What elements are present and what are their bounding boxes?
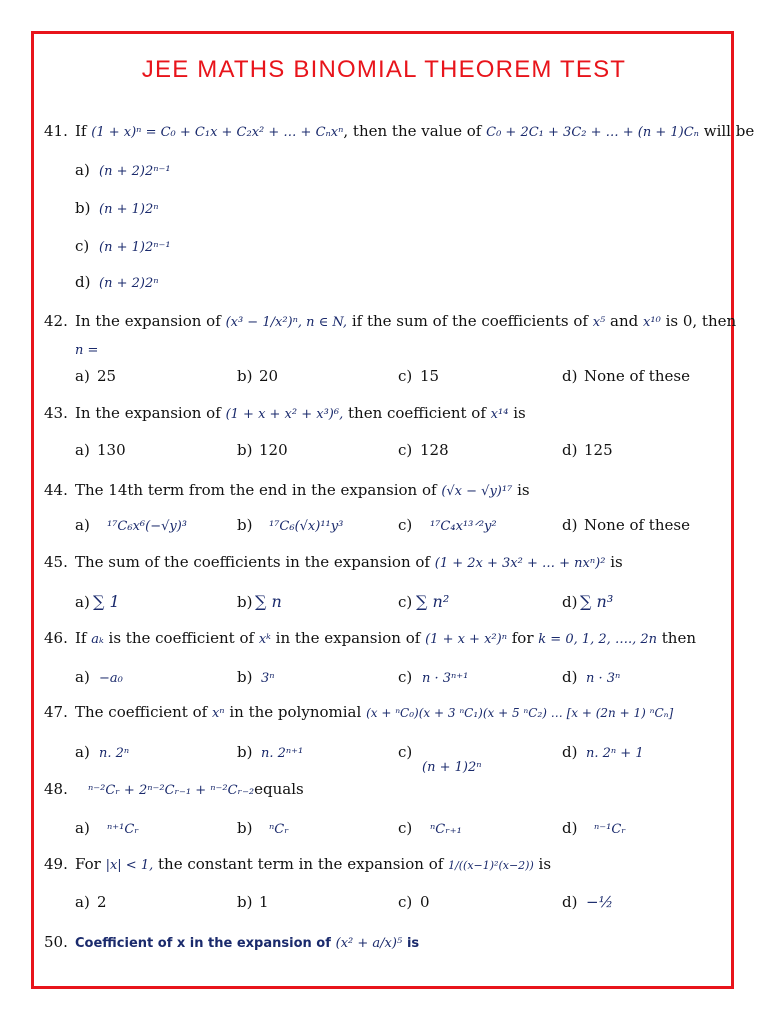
option-a[interactable]: a) 130: [75, 441, 126, 459]
math-expression: xᵏ: [258, 632, 271, 647]
option-a[interactable]: a) −a₀: [75, 668, 123, 686]
option-c[interactable]: c) (n + 1)2ⁿ⁻¹: [75, 237, 171, 255]
option-d[interactable]: d) n. 2ⁿ + 1: [562, 743, 644, 761]
math-expression: x¹⁴: [490, 407, 509, 422]
question-number: 42.: [44, 312, 68, 330]
question-text: If aₖ is the coefficient of xᵏ in the expansion of (1 + x + x²)ⁿ for k = 0, 1, 2, …., 2n then: [75, 629, 696, 647]
option-d[interactable]: d) −½: [562, 893, 614, 911]
option-c[interactable]: c) n · 3ⁿ⁺¹: [398, 668, 469, 686]
math-expression: ⁿ⁻²Cᵣ + 2ⁿ⁻²Cᵣ₋₁ + ⁿ⁻²Cᵣ₋₂: [88, 783, 255, 798]
option-b[interactable]: b) ¹⁷C₆(√x)¹¹y³: [237, 516, 344, 534]
option-a[interactable]: a) 2: [75, 893, 107, 911]
question-text: ⁿ⁻²Cᵣ + 2ⁿ⁻²Cᵣ₋₁ + ⁿ⁻²Cᵣ₋₂equals: [88, 780, 304, 798]
question-number: 47.: [44, 703, 68, 721]
option-d[interactable]: d) (n + 2)2ⁿ: [75, 273, 159, 291]
option-a[interactable]: a) ∑ 1: [75, 592, 120, 611]
question-number: 46.: [44, 629, 68, 647]
option-a[interactable]: a) (n + 2)2ⁿ⁻¹: [75, 161, 171, 179]
question-number: 43.: [44, 404, 68, 422]
option-b[interactable]: b) (n + 1)2ⁿ: [75, 199, 159, 217]
question-text: The sum of the coefficients in the expansion of (1 + 2x + 3x² + … + nxⁿ)² is: [75, 553, 623, 571]
math-expression: (x² + a/x)⁵: [335, 936, 403, 951]
question-number: 45.: [44, 553, 68, 571]
math-expression: (x³ − 1/x²)ⁿ, n ∈ N,: [225, 315, 348, 330]
option-b[interactable]: b) n. 2ⁿ⁺¹: [237, 743, 304, 761]
option-b[interactable]: b) ⁿCᵣ: [237, 819, 289, 837]
math-expression: x⁵: [592, 315, 606, 330]
math-expression: (1 + x + x²)ⁿ: [425, 632, 507, 647]
option-a[interactable]: a) ¹⁷C₆x⁶(−√y)³: [75, 516, 187, 534]
math-expression: (1 + x)ⁿ = C₀ + C₁x + C₂x² + … + Cₙxⁿ: [91, 125, 344, 140]
option-b[interactable]: b) ∑ n: [237, 592, 282, 611]
question-text: Coefficient of x in the expansion of (x² + a/x)⁵ is: [75, 936, 420, 951]
question-text: If (1 + x)ⁿ = C₀ + C₁x + C₂x² + … + Cₙxⁿ, then the value of C₀ + 2C₁ + 3C₂ + … + (n + 1)Cₙ will be: [75, 122, 755, 140]
option-d[interactable]: d) ⁿ⁻¹Cᵣ: [562, 819, 626, 837]
question-number: 48.: [44, 780, 68, 798]
math-expression: |x| < 1,: [105, 858, 154, 873]
option-d[interactable]: d) None of these: [562, 367, 690, 385]
math-expression: (√x − √y)¹⁷: [441, 484, 513, 499]
option-a[interactable]: a) n. 2ⁿ: [75, 743, 130, 761]
option-d[interactable]: d) ∑ n³: [562, 592, 614, 611]
option-c[interactable]: c) 15: [398, 367, 440, 385]
question-text: The coefficient of xⁿ in the polynomial (x + ⁿC₀)(x + 3 ⁿC₁)(x + 5 ⁿC₂) … [x + (2n + 1) ⁿCₙ]: [75, 703, 674, 721]
option-d[interactable]: d) None of these: [562, 516, 690, 534]
question-text: In the expansion of (x³ − 1/x²)ⁿ, n ∈ N, if the sum of the coefficients of x⁵ and x¹⁰ is 0, then: [75, 312, 737, 330]
question-number: 41.: [44, 122, 68, 140]
option-d[interactable]: d) n · 3ⁿ: [562, 668, 621, 686]
option-c[interactable]: c) 128: [398, 441, 449, 459]
option-c[interactable]: c) ¹⁷C₄x¹³ᐟ²y²: [398, 516, 497, 534]
math-expression: (1 + x + x² + x³)⁶,: [225, 407, 344, 422]
option-b[interactable]: b) 1: [237, 893, 269, 911]
option-d[interactable]: d) 125: [562, 441, 613, 459]
option-a[interactable]: a) ⁿ⁺¹Cᵣ: [75, 819, 139, 837]
question-number: 44.: [44, 481, 68, 499]
math-expression: aₖ: [91, 632, 104, 647]
option-c[interactable]: c) 0: [398, 893, 430, 911]
math-expression: (1 + 2x + 3x² + … + nxⁿ)²: [434, 556, 606, 571]
option-a[interactable]: a) 25: [75, 367, 117, 385]
math-expression: x¹⁰: [643, 315, 661, 330]
page-title: JEE MATHS BINOMIAL THEOREM TEST: [141, 56, 627, 83]
question-number: 49.: [44, 855, 68, 873]
question-number: 50.: [44, 933, 68, 951]
option-b[interactable]: b) 3ⁿ: [237, 668, 275, 686]
option-c[interactable]: c) ⁿCᵣ₊₁: [398, 819, 462, 837]
question-text: The 14th term from the end in the expansion of (√x − √y)¹⁷ is: [75, 481, 530, 499]
question-text: For |x| < 1, the constant term in the expansion of 1/((x−1)²(x−2)) is: [75, 855, 552, 873]
option-b[interactable]: b) 120: [237, 441, 288, 459]
math-expression: xⁿ: [211, 706, 225, 721]
math-expression: (x + ⁿC₀)(x + 3 ⁿC₁)(x + 5 ⁿC₂) … [x + (2n + 1) ⁿCₙ]: [366, 706, 674, 720]
math-expression: C₀ + 2C₁ + 3C₂ + … + (n + 1)Cₙ: [486, 125, 699, 140]
question-text: In the expansion of (1 + x + x² + x³)⁶, then coefficient of x¹⁴ is: [75, 404, 526, 422]
option-b[interactable]: b) 20: [237, 367, 279, 385]
option-c[interactable]: c) ∑ n²: [398, 592, 450, 611]
math-expression: 1/((x−1)²(x−2)): [448, 859, 534, 872]
option-c[interactable]: c)(n + 1)2ⁿ: [398, 743, 482, 775]
math-expression: k = 0, 1, 2, …., 2n: [538, 632, 657, 647]
